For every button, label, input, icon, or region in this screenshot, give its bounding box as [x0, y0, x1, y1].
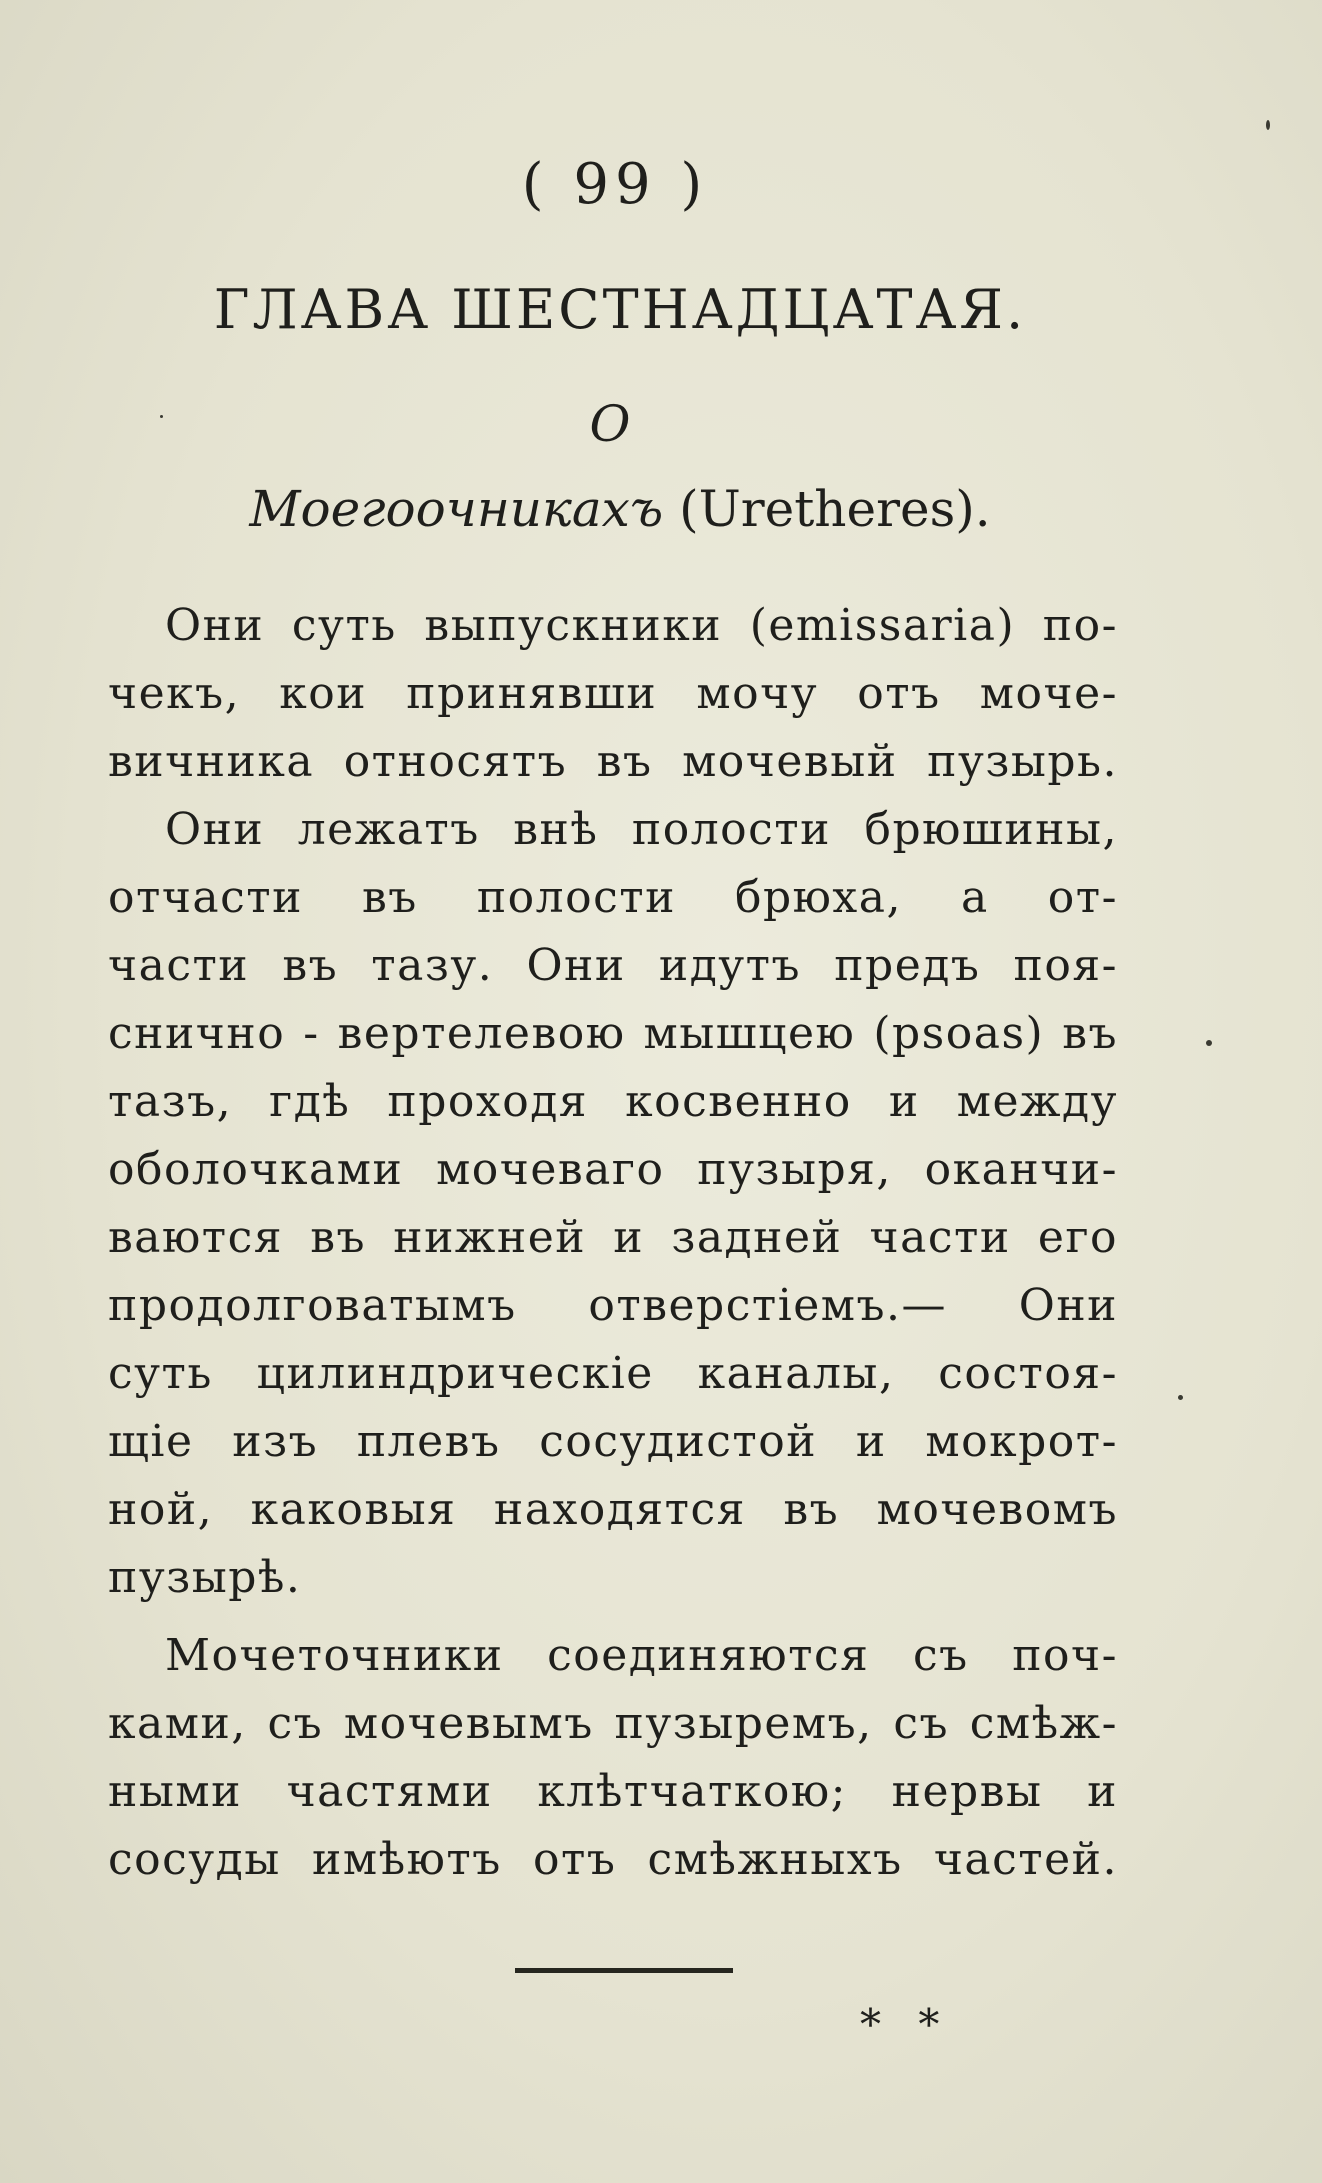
text-line: вичника относятъ въ мочевый пузырь.: [108, 736, 1118, 787]
chapter-subtitle: [200, 480, 1040, 538]
paper-speck: [160, 415, 163, 418]
page-number: ( 99 ): [521, 152, 709, 217]
text-line: чекъ, кои принявши мочу отъ моче-: [108, 668, 1118, 719]
title-preposition: О: [589, 395, 631, 453]
text-line: ками, съ мочевымъ пузыремъ, съ смѣж-: [108, 1698, 1118, 1749]
chapter-title: ГЛАВА ШЕСТНАДЦАТАЯ.: [213, 278, 1027, 341]
text-line: снично - вертелевою мышцею (psoas) въ: [108, 1008, 1118, 1059]
subtitle-russian: Моегоочникахъ: [249, 480, 664, 538]
end-rule: [515, 1968, 733, 1973]
signature-marks: * *: [860, 2000, 952, 2049]
text-line: сосуды имѣютъ отъ смѣжныхъ частей.: [108, 1834, 1118, 1885]
text-line: Они суть выпускники (emissaria) по-: [165, 600, 1118, 651]
text-line: суть цилиндрическiе каналы, состоя-: [108, 1348, 1118, 1399]
text-line: пузырѣ.: [108, 1552, 302, 1603]
text-line: ной, каковыя находятся въ мочевомъ: [108, 1484, 1118, 1535]
paper-speck: [1206, 1040, 1212, 1046]
subtitle-latin: (Uretheres).: [679, 480, 991, 538]
text-line: ными частями клѣтчаткою; нервы и: [108, 1766, 1118, 1817]
text-line: Мочеточники соединяются съ поч-: [165, 1630, 1118, 1681]
text-line: части въ тазу. Они идутъ предъ поя-: [108, 940, 1118, 991]
text-line: оболочками мочеваго пузыря, оканчи-: [108, 1144, 1118, 1195]
text-line: отчасти въ полости брюха, а от-: [108, 872, 1118, 923]
text-line: тазъ, гдѣ проходя косвенно и между: [108, 1076, 1118, 1127]
paper-speck: [1266, 120, 1270, 130]
text-line: ваются въ нижней и задней части его: [108, 1212, 1118, 1263]
text-line: Они лежатъ внѣ полости брюшины,: [165, 804, 1118, 855]
paper-speck: [1178, 1395, 1183, 1400]
text-line: продолговатымъ отверстiемъ.— Они: [108, 1280, 1118, 1331]
text-line: щiе изъ плевъ сосудистой и мокрот-: [108, 1416, 1118, 1467]
